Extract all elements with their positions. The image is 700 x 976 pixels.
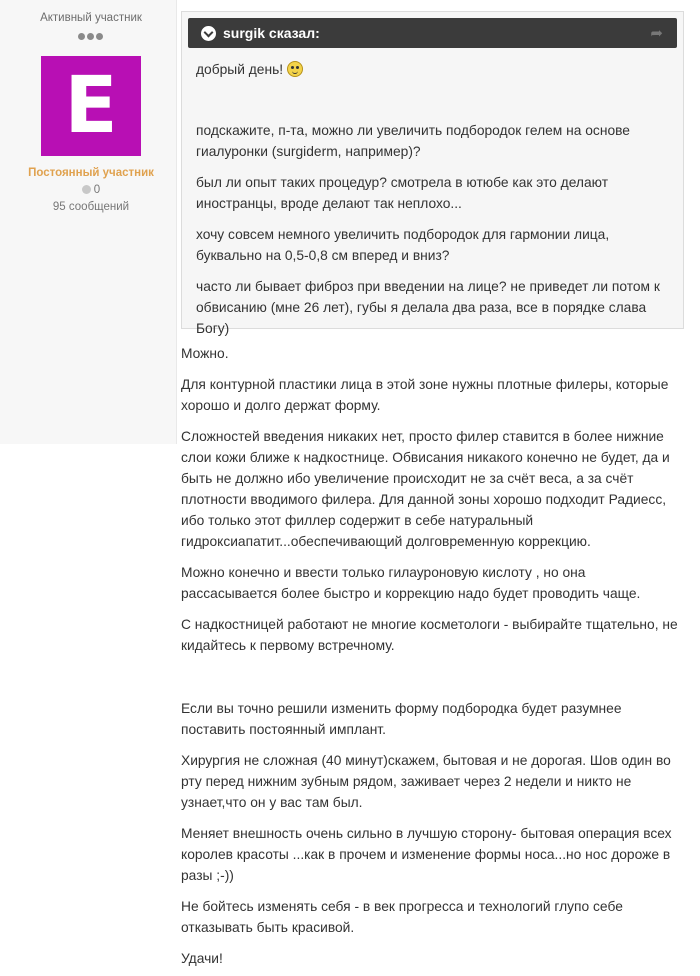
quote-paragraph: был ли опыт таких процедур? смотрела в ютюбе как это делают иностранцы, вроде делают так неплохо... [196,175,609,211]
post-paragraph: Можно. [181,346,229,361]
post-paragraph: Хирургия не сложная (40 минут)скажем, бытовая и не дорогая. Шов один во рту перед нижним зубным рядом, заживает через 2 недели и никто не узнает,что он у вас там был. [181,753,671,810]
quote-greeting-line [196,59,676,80]
post-paragraph: Удачи! [181,951,223,966]
avatar[interactable] [41,56,141,156]
avatar-letter: E [64,61,118,151]
quote-block [181,11,684,336]
post-paragraph: Если вы точно решили изменить форму подбородка будет разумнее поставить постоянный имплант. [181,701,622,737]
post-paragraph: Не бойтесь изменять себя - в век прогресса и технологий глупо себе отказывать быть красивой. [181,899,623,935]
quote-paragraph: часто ли бывает фиброз при введении на лице? не приведет ли потом к обвисанию (мне 26 лет), губы я делала два раза, все в порядке слава Богу) [196,279,660,336]
quote-header[interactable] [188,18,677,48]
user-title: Постоянный участник [28,167,154,179]
reputation-value: 0 [93,184,101,196]
post-paragraph: Сложностей введения никаких нет, просто филер ставится в более нижние слои кожи ближе к надкостнице. Обвисания никакого конечно не будет, да и быть не должно ибо увеличение происходит не за счёт веса, а за счёт плотности вводимого филера. Для данной зоны хорошо подходит Радиесс, ибо только этот филлер содержит в себе натуральный гидроксиапатит...обеспечивающий долговременную коррекцию. [181,429,670,549]
quote-author[interactable]: surgik сказал: [223,25,320,41]
post-paragraph: Для контурной пластики лица в этой зоне нужны плотные филеры, которые хорошо и долго держат форму. [181,377,669,413]
quote-greeting: добрый день! [196,62,284,77]
post-paragraph: Меняет внешность очень сильно в лучшую сторону- бытовая операция всех королев красоты ...как в прочем и изменение формы носа...но нос дороже в разы ;-)) [181,826,672,883]
share-arrow-icon[interactable]: ➦ [650,25,663,42]
smiley-icon [287,61,303,77]
reputation-dot-icon [82,185,91,194]
user-reputation [0,184,182,196]
user-post-count: 95 сообщений [52,201,130,213]
post-paragraph: Можно конечно и ввести только гилауроновую кислоту , но она рассасывается более быстро и коррекцию надо будет проводить чаще. [181,565,641,601]
rank-dots-icon [78,33,103,40]
post-paragraph: С надкостницей работают не многие косметологи - выбирайте тщательно, не кидайтесь к первому встречному. [181,617,678,653]
quote-paragraph: подскажите, п-та, можно ли увеличить подбородок гелем на основе гиалуронки (surgiderm, например)? [196,123,630,159]
quote-body [196,59,676,339]
post-body [181,343,681,969]
chevron-down-icon[interactable] [201,26,216,41]
user-status: Активный участник [40,12,142,24]
quote-paragraph: хочу совсем немного увеличить подбородок для гармонии лица, буквально на 0,5-0,8 см вперед и вниз? [196,227,610,263]
